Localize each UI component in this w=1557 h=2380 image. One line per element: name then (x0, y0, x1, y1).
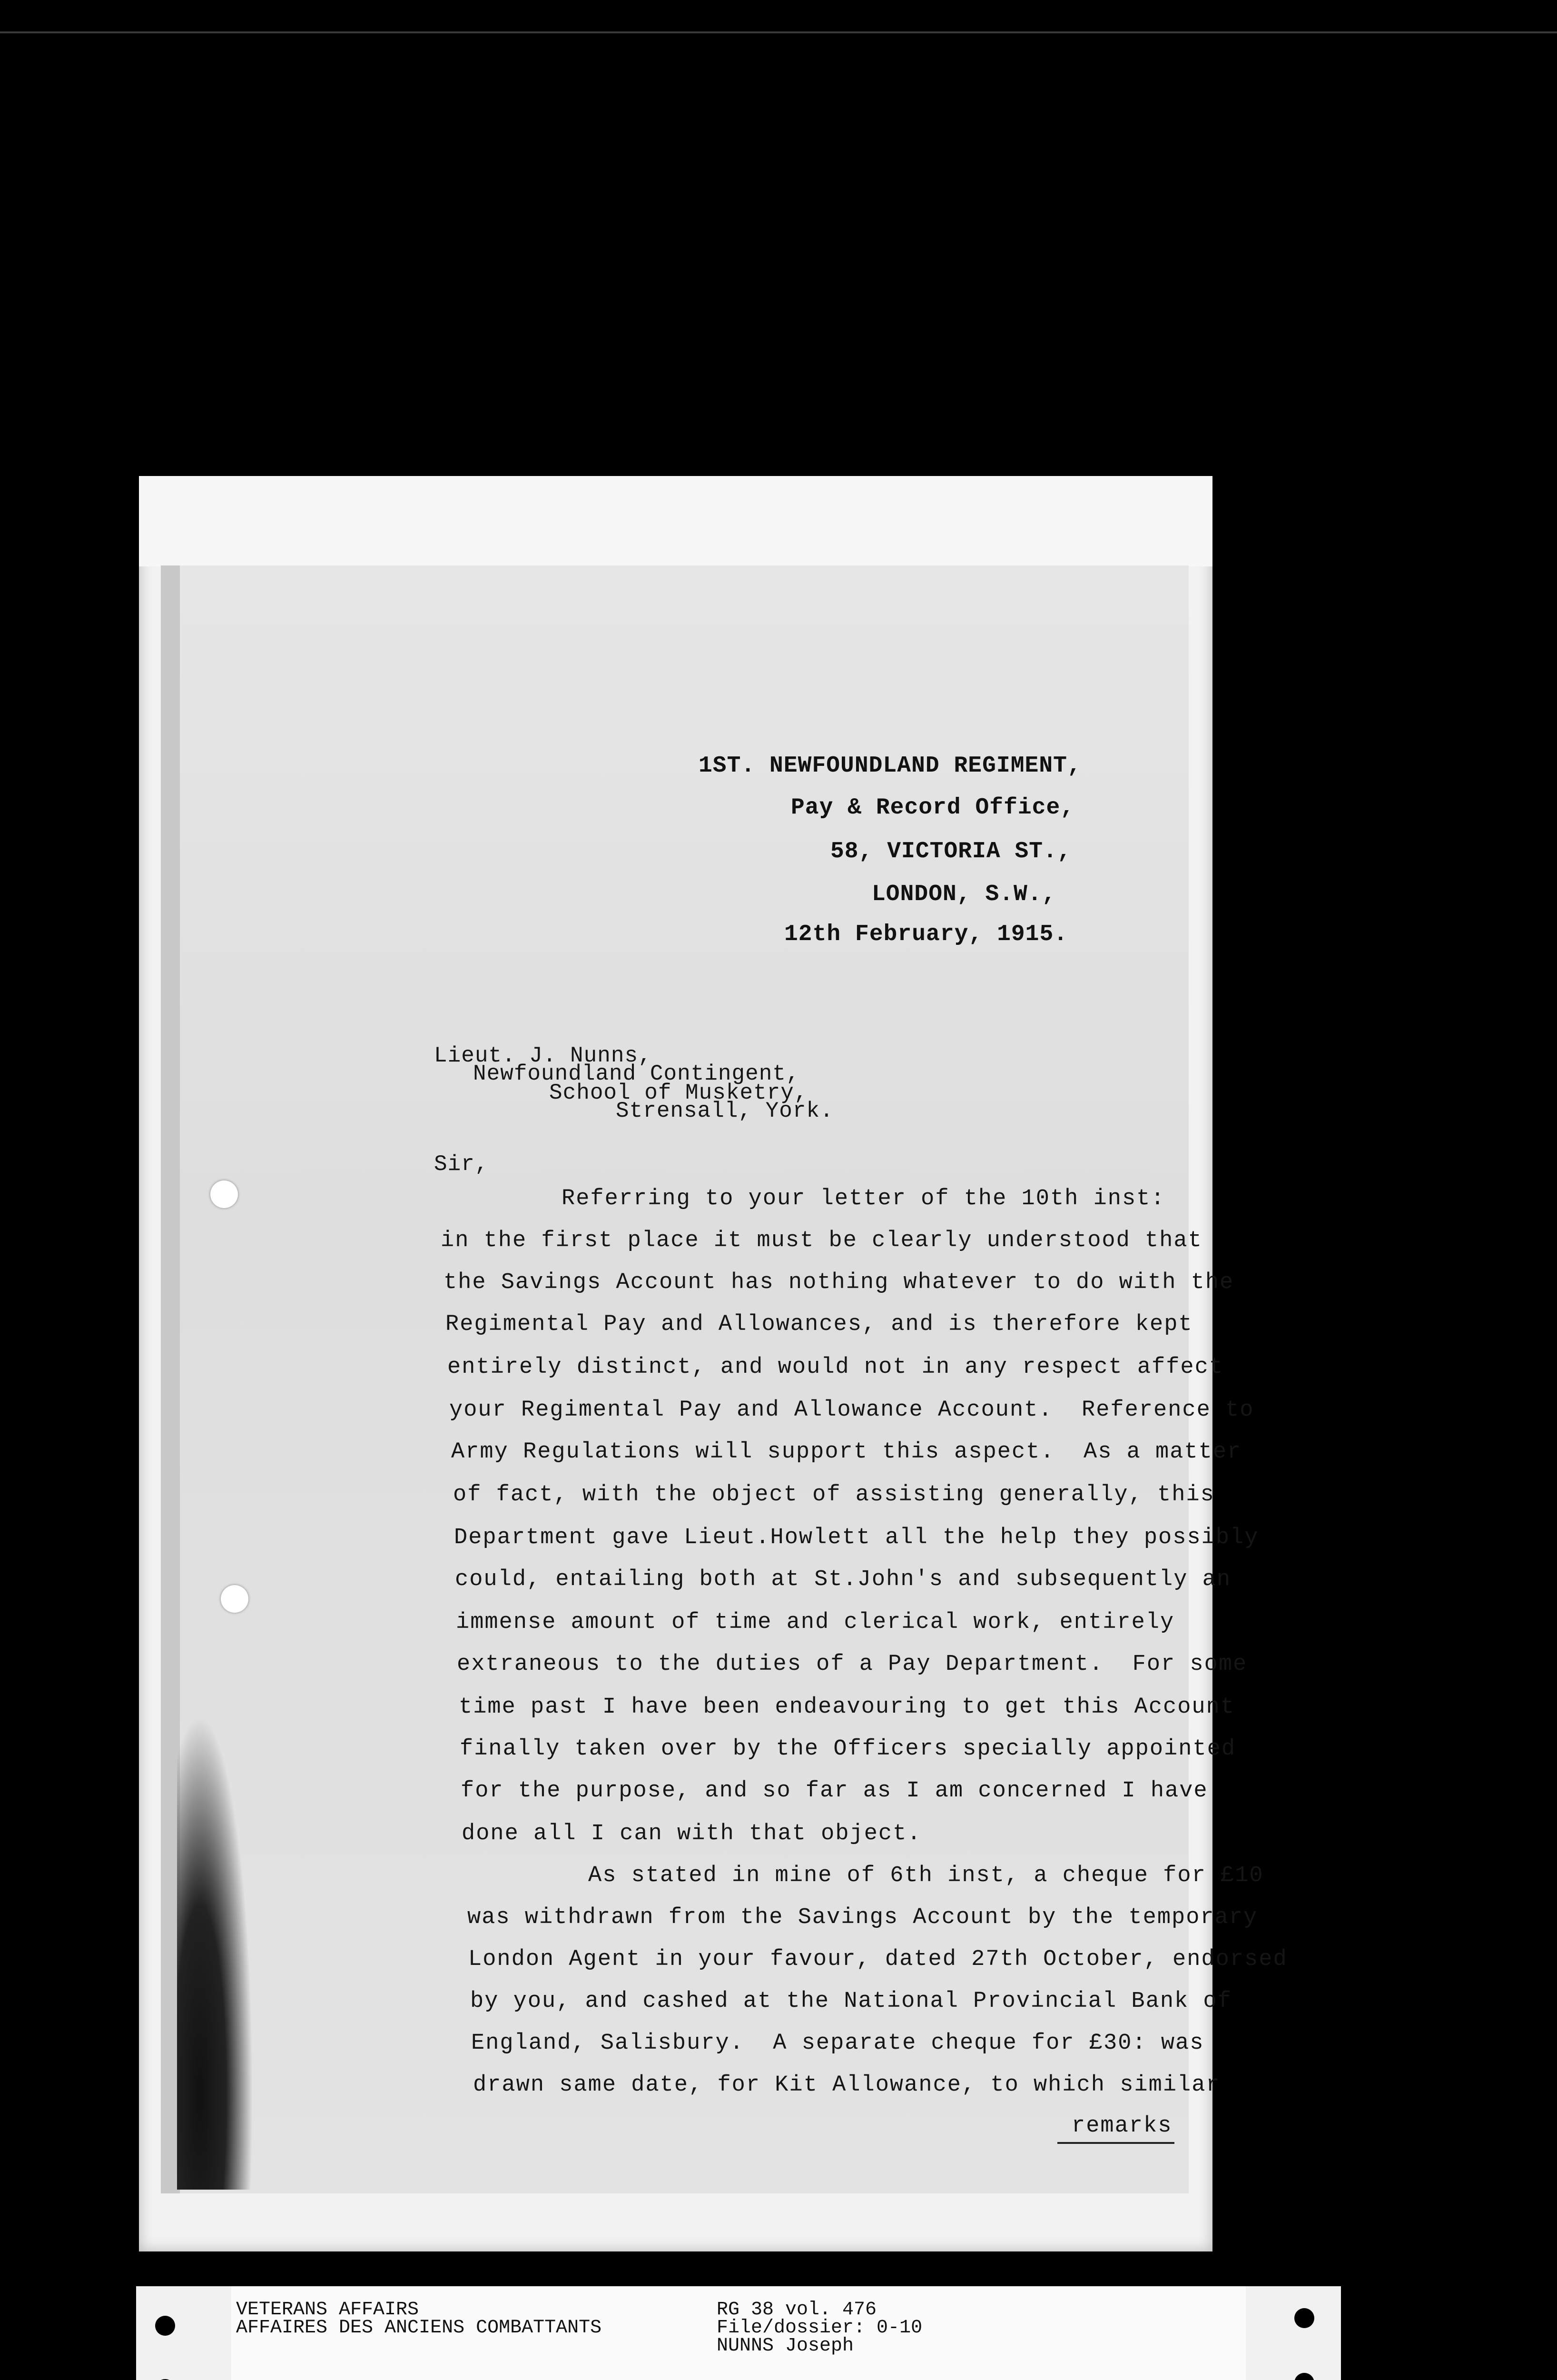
body-line: Department gave Lieut.Howlett all the help they possibly (454, 1525, 1259, 1550)
sprocket-hole (1294, 2308, 1314, 2328)
label-file-number: File/dossier: 0-10 (717, 2317, 923, 2339)
document-mount (139, 476, 1288, 2251)
mount-top-band (139, 476, 1212, 566)
top-film-edge (0, 31, 1557, 33)
body-line: England, Salisbury. A separate cheque for £30: was (471, 2031, 1204, 2056)
body-line: Referring to your letter of the 10th inst: (562, 1186, 1165, 1211)
body-line: extraneous to the duties of a Pay Department. For some (457, 1652, 1248, 1677)
body-line: your Regimental Pay and Allowance Account. Reference to (449, 1398, 1254, 1423)
body-line: by you, and cashed at the National Provincial Bank of (470, 1989, 1232, 2014)
body-line: done all I can with that object. (462, 1821, 922, 1846)
body-line: time past I have been endeavouring to get this Account (459, 1695, 1235, 1720)
body-line: was withdrawn from the Savings Account by the temporary (467, 1905, 1258, 1930)
catchword: remarks (1072, 2113, 1173, 2139)
body-line: Army Regulations will support this aspect. As a matter (451, 1439, 1242, 1465)
recipient-unit: Newfoundland Contingent, (473, 1061, 800, 1086)
sprocket-hole (155, 2316, 175, 2336)
body-line: Regimental Pay and Allowances, and is therefore kept (445, 1312, 1193, 1337)
recipient-location: Strensall, York. (616, 1099, 834, 1123)
label-record-group: RG 38 vol. 476 (717, 2299, 877, 2320)
label-department-en: VETERANS AFFAIRS (236, 2299, 419, 2320)
body-line: the Savings Account has nothing whatever to do with the (443, 1270, 1234, 1295)
body-line: could, entailing both at St.John's and subsequently an (455, 1567, 1232, 1592)
body-line: entirely distinct, and would not in any respect affect (447, 1355, 1224, 1380)
label-department-fr: AFFAIRES DES ANCIENS COMBATTANTS (236, 2317, 602, 2339)
letterhead-city: LONDON, S.W., (872, 882, 1056, 907)
recipient-name: Lieut. J. Nunns, (434, 1043, 652, 1068)
body-line: London Agent in your favour, dated 27th October, endorsed (468, 1947, 1288, 1972)
label-right-margin (1246, 2286, 1341, 2380)
archive-label (136, 2286, 1341, 2380)
punch-hole-lower (221, 1585, 248, 1613)
label-left-margin (136, 2286, 231, 2380)
catchword-underline (1057, 2142, 1174, 2144)
recipient-school: School of Musketry, (549, 1081, 808, 1105)
letterhead-office: Pay & Record Office, (791, 795, 1075, 821)
body-line: drawn same date, for Kit Allowance, to which similar (473, 2073, 1221, 2098)
body-line: finally taken over by the Officers specially appointed (460, 1736, 1236, 1762)
letterhead-street: 58, VICTORIA ST., (830, 839, 1072, 864)
body-line: in the first place it must be clearly understood that (441, 1228, 1202, 1253)
letterhead-regiment: 1ST. NEWFOUNDLAND REGIMENT, (699, 753, 1082, 779)
body-line: As stated in mine of 6th inst, a cheque for £10 (588, 1863, 1264, 1888)
salutation: Sir, (434, 1152, 489, 1177)
body-line: of fact, with the object of assisting generally, this (453, 1482, 1215, 1507)
punch-hole-upper (210, 1180, 238, 1208)
label-subject-name: NUNNS Joseph (717, 2335, 854, 2357)
damaged-corner (177, 1714, 253, 2190)
letter-date: 12th February, 1915. (784, 922, 1068, 947)
body-line: immense amount of time and clerical work, entirely (456, 1610, 1175, 1635)
body-line: for the purpose, and so far as I am concerned I have (461, 1778, 1208, 1804)
